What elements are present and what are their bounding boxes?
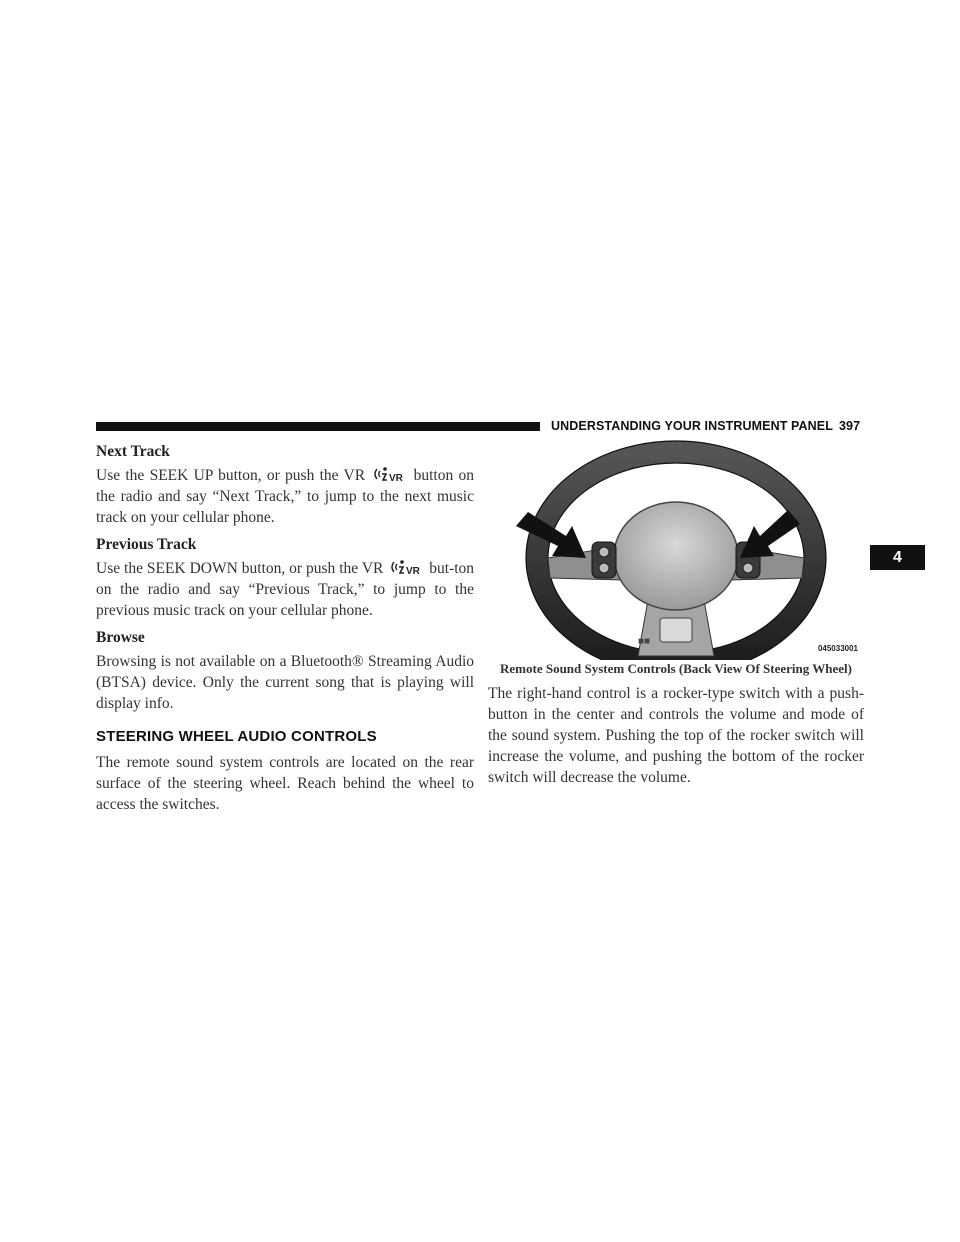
steering-wheel-illustration [488, 440, 864, 660]
next-track-paragraph [96, 465, 474, 528]
svg-text:VR: VR [406, 566, 421, 576]
voice-recognition-icon [388, 558, 424, 576]
previous-track-text-b: but-ton on the radio and say “Previous Track,” to jump to the previous music track on your cellular phone. [96, 560, 475, 619]
pointer-arrow-icon-right [740, 510, 800, 558]
browse-paragraph: Browsing is not available on a Bluetooth® Streaming Audio (BTSA) device. Only the current song that is playing will display info. [96, 653, 474, 712]
figure-caption: Remote Sound System Controls (Back View Of Steering Wheel) [500, 661, 852, 676]
svg-text:■■: ■■ [638, 636, 651, 647]
running-head [551, 419, 865, 433]
right-column [488, 440, 864, 796]
next-track-heading: Next Track [96, 443, 170, 460]
voice-recognition-icon [371, 465, 407, 483]
figure-code: 045033001 [817, 644, 858, 653]
header-rule [96, 422, 540, 431]
page-number: 397 [838, 419, 861, 433]
previous-track-heading: Previous Track [96, 536, 197, 553]
browse-heading: Browse [96, 629, 145, 646]
chapter-tab: 4 [870, 545, 925, 570]
next-track-text-b: button on the radio and say “Next Track,” to jump to the next music track on your cellular phone. [96, 467, 475, 526]
left-column [96, 440, 474, 823]
steering-wheel-figure [488, 440, 864, 660]
steering-heading: STEERING WHEEL AUDIO CONTROLS [96, 728, 377, 745]
previous-track-text-a: Use the SEEK DOWN button, or push the VR [96, 560, 384, 577]
next-track-text-a: Use the SEEK UP button, or push the VR [96, 467, 366, 484]
previous-track-paragraph [96, 558, 474, 621]
steering-paragraph: The remote sound system controls are located on the rear surface of the steering wheel. Reach behind the wheel to access the switches. [96, 754, 474, 813]
airbag-hub [614, 502, 738, 610]
section-title: UNDERSTANDING YOUR INSTRUMENT PANEL [551, 419, 833, 433]
svg-text:VR: VR [389, 473, 404, 483]
rocker-switch-paragraph: The right-hand control is a rocker-type switch with a push-button in the center and controls the volume and mode of the sound system. Pushing the top of the rocker switch will increase the volume, and pushing the bottom of the rocker switch will decrease the volume. [488, 685, 864, 786]
